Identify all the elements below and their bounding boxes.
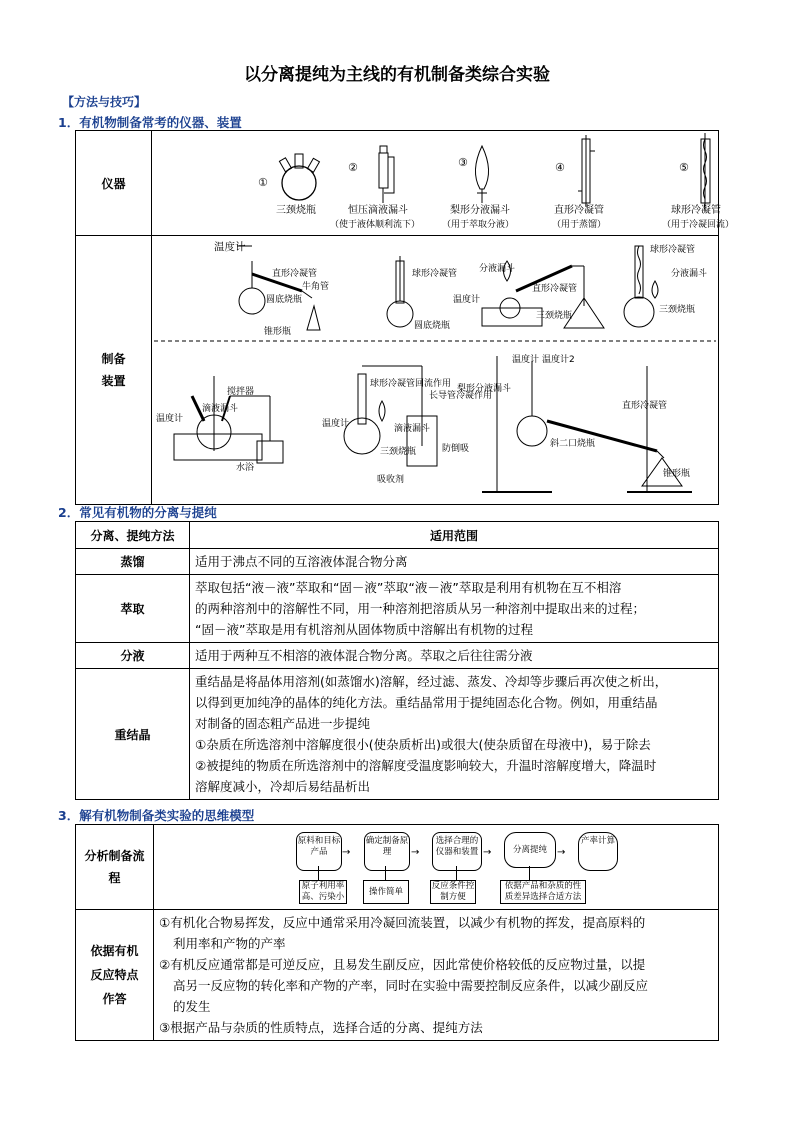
pear-funnel-icon (475, 146, 488, 203)
arrow-icon: → (557, 846, 566, 858)
flow-step-5: 产率计算 (578, 832, 618, 871)
b1-label-0: 搅拌器 (227, 387, 255, 397)
a3-label-1: 直形冷凝管 (532, 284, 578, 294)
scope-line: 萃取包括“液－液”萃取和“固－液”萃取“液－液”萃取是利用有机物在互不相溶 (195, 580, 622, 595)
scope-line: 适用于沸点不同的互溶液体混合物分离 (195, 554, 408, 569)
section2-heading: 2．常见有机物的分离与提纯 (58, 505, 217, 520)
thinking-model-table (75, 824, 719, 1041)
arrow-icon: → (411, 846, 420, 858)
method-label: 【方法与技巧】 (62, 95, 147, 109)
instrument-num-4: ④ (555, 161, 565, 174)
instrument-name-5: 球形冷凝管 (671, 205, 721, 216)
a4-label-1: 分液漏斗 (671, 269, 708, 279)
b1-label-3: 水浴 (236, 463, 255, 473)
arrow-icon: → (483, 846, 492, 858)
b3-label-4: 斜二口烧瓶 (550, 439, 596, 449)
method-distill: 蒸馏 (76, 549, 190, 575)
a3-label-2: 温度计 (453, 295, 481, 305)
instrument-name-3: 梨形分液漏斗 (450, 205, 510, 216)
instrument-name-1: 三颈烧瓶 (276, 205, 316, 216)
a1-label-0: 温度计 (214, 241, 246, 253)
col-header-method: 分离、提纯方法 (76, 522, 190, 549)
answer-line: 高另一反应物的转化率和产物的产率，同时在实验中需要控制反应条件，以减少副反应 (173, 978, 649, 993)
a4-label-0: 球形冷凝管 (650, 245, 696, 255)
instruments-svg (152, 131, 735, 231)
b3-label-0: 温度计 (512, 355, 540, 365)
instrument-note-3: （用于萃取分液） (442, 220, 515, 230)
answer-cell (154, 910, 719, 1041)
instrument-note-4: （用于蒸馏） (552, 220, 607, 230)
b2-label-6: 防倒吸 (442, 444, 470, 454)
a4-label-2: 三颈烧瓶 (659, 305, 696, 315)
instrument-num-5: ⑤ (679, 161, 689, 174)
a1-label-4: 锥形瓶 (264, 327, 292, 337)
b3-label-1: 温度计2 (542, 355, 575, 365)
section1-heading: 1．有机物制备常考的仪器、装置 (58, 115, 242, 130)
scope-separate (190, 643, 719, 669)
connector (318, 866, 319, 880)
separation-table (75, 521, 719, 800)
b3-label-3: 直形冷凝管 (622, 401, 668, 411)
page-title: 以分离提纯为主线的有机制备类综合实验 (244, 65, 550, 85)
connector (529, 866, 530, 880)
pressure-funnel-icon (379, 146, 394, 203)
b1-label-1: 滴液漏斗 (202, 404, 239, 414)
b3-label-5: 锥形瓶 (663, 469, 691, 479)
three-neck-reflux-apparatus (624, 246, 658, 327)
instrument-note-2: （使于液体顺利流下） (330, 220, 421, 230)
b2-label-5: 吸收剂 (377, 475, 405, 485)
flow-step-4: 分离提纯 (504, 832, 556, 868)
arrow-icon: → (342, 846, 351, 858)
three-neck-flask-icon (279, 154, 319, 200)
b2-label-2: 温度计 (322, 419, 350, 429)
bulb-condenser-icon (701, 133, 710, 211)
instrument-name-4: 直形冷凝管 (554, 205, 604, 216)
scope-line: 以得到更加纯净的晶体的纯化方法。重结晶常用于提纯固态化合物。例如，用重结晶 (195, 695, 658, 710)
flow-step-1: 原料和目标产品 (296, 832, 342, 871)
apparatus-cell (152, 236, 719, 505)
a2-label-1: 圆底烧瓶 (414, 321, 451, 331)
a3-label-3: 三颈烧瓶 (536, 311, 573, 321)
row-label-flow: 分析制备流程 (76, 825, 154, 910)
instrument-num-2: ② (348, 161, 358, 174)
answer-line: 的发生 (173, 999, 211, 1014)
flow-note-2: 操作简单 (363, 880, 409, 904)
flow-step-2: 确定制备原理 (364, 832, 410, 871)
scope-line: 对制备的固态粗产品进一步提纯 (195, 716, 371, 731)
reflux-apparatus (387, 256, 413, 327)
b1-label-2: 温度计 (156, 414, 184, 424)
apparatus-svg (152, 236, 718, 500)
a2-label-0: 球形冷凝管 (412, 269, 458, 279)
scope-extract (190, 575, 719, 643)
row-label-instruments: 仪器 (76, 131, 152, 236)
method-separate: 分液 (76, 643, 190, 669)
section3-heading: 3．解有机物制备类实验的思维模型 (58, 808, 255, 823)
scope-line: ①杂质在所选溶剂中溶解度很小(使杂质析出)或很大(使杂质留在母液中)，易于除去 (195, 737, 651, 752)
connector (456, 866, 457, 880)
method-recrystallize: 重结晶 (76, 669, 190, 800)
instrument-num-3: ③ (458, 156, 468, 169)
scope-distill (190, 549, 719, 575)
scope-line: 适用于两种互不相溶的液体混合物分离。萃取之后往往需分液 (195, 648, 533, 663)
scope-line: ②被提纯的物质在所选溶剂中的溶解度受温度影响较大，升温时溶解度增大，降温时 (195, 758, 657, 773)
answer-line: ②有机反应通常都是可逆反应，且易发生副反应，因此常使价格较低的反应物过量，以提 (159, 957, 646, 972)
a3-label-0: 分液漏斗 (479, 264, 516, 274)
row-label-answer: 依据有机反应特点作答 (76, 910, 154, 1041)
col-header-scope: 适用范围 (190, 522, 719, 549)
b2-label-4: 三颈烧瓶 (380, 447, 417, 457)
instruments-table (75, 130, 735, 505)
row-label-apparatus: 制备装置 (76, 236, 152, 505)
straight-condenser-icon (578, 135, 595, 207)
b2-label-0: 球形冷凝管回流作用 (370, 379, 452, 389)
answer-line: 利用率和产物的产率 (173, 936, 286, 951)
scope-recrystallize (190, 669, 719, 800)
flow-note-1: 原子利用率高、污染小 (299, 880, 347, 904)
inclined-distill-apparatus (482, 356, 692, 492)
scope-line: 重结晶是将晶体用溶剂(如蒸馏水)溶解，经过滤、蒸发、冷却等步骤后再次使之析出， (195, 674, 668, 689)
instrument-num-1: ① (258, 176, 268, 189)
method-extract: 萃取 (76, 575, 190, 643)
b3-label-2: 梨形分液漏斗 (457, 384, 512, 394)
flow-note-3: 反应条件控制方便 (431, 880, 475, 902)
b2-label-3: 滴液漏斗 (394, 424, 431, 434)
answer-line: ③根据产品与杂质的性质特点，选择合适的分离、提纯方法 (159, 1020, 483, 1035)
flow-step-3: 选择合理的仪器和装置 (432, 832, 482, 871)
flow-cell (154, 825, 719, 910)
instrument-note-5: （用于冷凝回流） (662, 220, 735, 230)
scope-line: 溶解度减小，冷却后易结晶析出 (195, 779, 371, 794)
b2-label-1: 长导管冷凝作用 (429, 391, 493, 401)
instruments-cell (152, 131, 735, 236)
a1-label-1: 直形冷凝管 (272, 269, 318, 279)
scope-line: “固－液”萃取是用有机溶剂从固体物质中溶解出有机物的过程 (195, 622, 533, 637)
a1-label-3: 圆底烧瓶 (266, 295, 303, 305)
instrument-name-2: 恒压滴液漏斗 (348, 205, 408, 216)
connector (385, 866, 386, 880)
a1-label-2: 牛角管 (302, 282, 330, 292)
answer-line: ①有机化合物易挥发，反应中通常采用冷凝回流装置，以减少有机物的挥发，提高原料的 (159, 915, 646, 930)
flow-note-4: 依据产品和杂质的性质差异选择合适方法 (500, 880, 586, 904)
scope-line: 的两种溶剂中的溶解性不同，用一种溶剂把溶质从另一种溶剂中提取出来的过程； (195, 601, 646, 616)
flow-diagram (154, 826, 718, 909)
